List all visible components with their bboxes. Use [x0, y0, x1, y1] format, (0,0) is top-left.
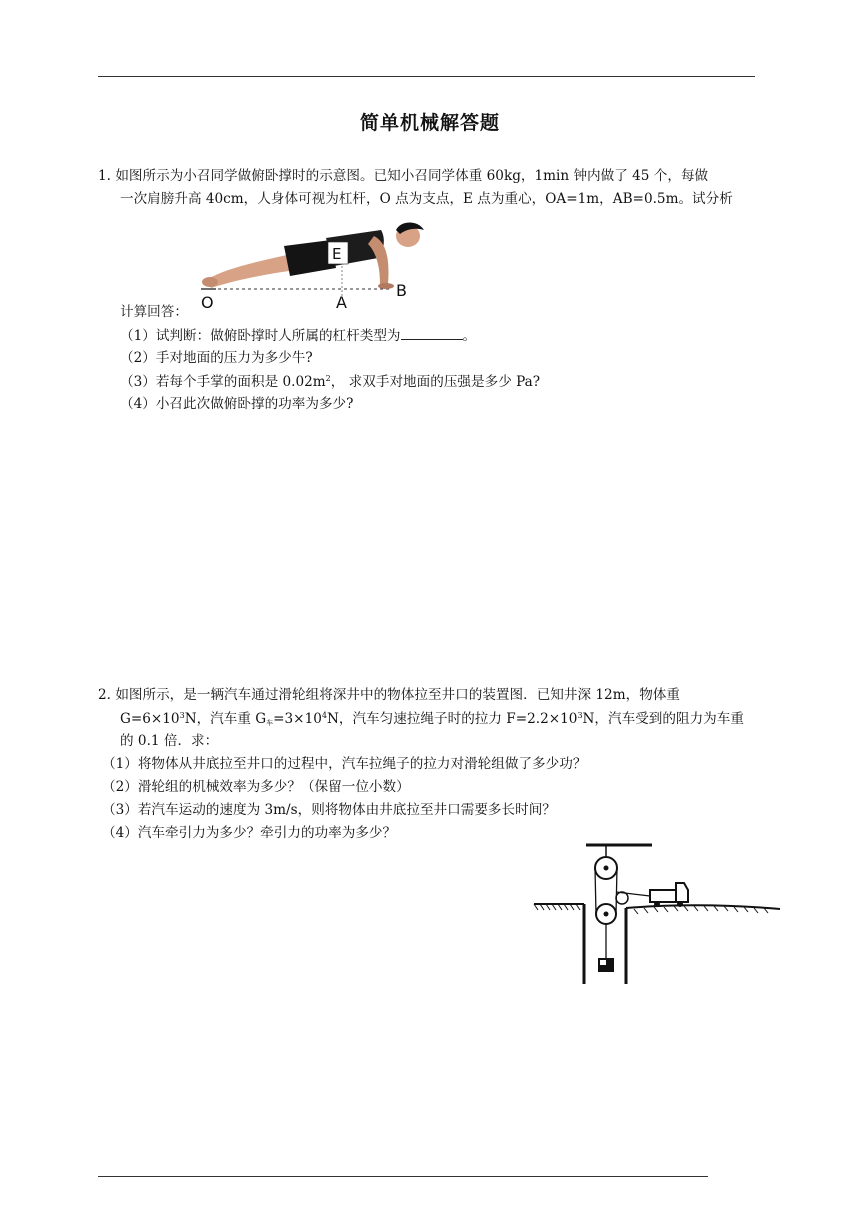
- q2-subquestion-3: （3）若汽车运动的速度为 3m/s，则将物体由井底拉至井口需要多长时间？: [102, 802, 556, 818]
- q2-line-2-d: N，汽车匀速拉绳子时的拉力 F=2.2×10: [326, 711, 578, 727]
- page-title: 简单机械解答题: [359, 112, 500, 134]
- q1-subquestion-1: [120, 329, 476, 344]
- figure-label-a: A: [336, 293, 347, 312]
- q1-number: 1.: [98, 168, 111, 184]
- q2-line-2-a: G=6×10: [120, 711, 180, 727]
- q2-subquestion-2: （2）滑轮组的机械效率为多少？（保留一位小数）: [102, 779, 410, 795]
- q1-sub3-end: ， 求双手对地面的压强是多少 Pa?: [330, 374, 541, 390]
- q1-line-1: 如图所示为小召同学做俯卧撑时的示意图。已知小召同学体重 60kg，1min 钟内做了 45 个，每做: [115, 168, 709, 184]
- header-rule: [98, 76, 755, 77]
- q1-subquestion-2: （2）手对地面的压力为多少牛?: [120, 350, 313, 366]
- q1-subquestion-4: （4）小召此次做俯卧撑的功率为多少?: [120, 396, 354, 412]
- q2-line-3: 的 0.1 倍．求：: [120, 733, 219, 749]
- q1-sub3-text: （3）若每个手掌的面积是 0.02m: [120, 374, 326, 390]
- footer-rule: [98, 1176, 708, 1177]
- figure-label-b: B: [396, 281, 407, 300]
- q1-sub3-sup: 2: [325, 374, 331, 383]
- q1-sub1-text: （1）试判断：做俯卧撑时人所属的杠杆类型为: [120, 328, 401, 344]
- q2-subquestion-4: （4）汽车牵引力为多少？牵引力的功率为多少？: [102, 825, 397, 841]
- q1-line-2: 一次肩膀升高 40cm，人身体可视为杠杆，O 点为支点，E 点为重心，OA=1m，AB=0.5m。试分析: [120, 191, 733, 207]
- q2-text-line-2: [120, 712, 744, 727]
- q2-text-line-1: [98, 689, 680, 703]
- q2-line-2-c: =3×10: [273, 711, 322, 727]
- figure-label-e: E: [332, 245, 342, 263]
- answer-blank: [401, 329, 463, 340]
- pulley-well-figure: [530, 838, 786, 990]
- pushup-figure: [196, 218, 426, 318]
- q2-line-2-b: N，汽车重 G: [184, 711, 267, 727]
- q1-line-3: 计算回答：: [120, 304, 188, 320]
- q2-line-1: 如图所示，是一辆汽车通过滑轮组将深井中的物体拉至井口的装置图．已知井深 12m，物体重: [115, 687, 680, 703]
- q2-number: 2.: [98, 687, 111, 703]
- q2-line-2-e: N，汽车受到的阻力为车重: [582, 711, 744, 727]
- q2-line-2-sup2: 4: [321, 711, 327, 720]
- q2-line-2-sub: 车: [266, 719, 274, 727]
- figure-label-o: O: [201, 293, 214, 312]
- q1-text-line-1: [98, 170, 708, 184]
- q1-subquestion-3: [120, 375, 540, 390]
- q2-line-2-sup3: 3: [577, 711, 583, 720]
- q1-sub1-end: 。: [462, 328, 477, 344]
- q2-subquestion-1: （1）将物体从井底拉至井口的过程中，汽车拉绳子的拉力对滑轮组做了多少功？: [102, 756, 587, 772]
- q2-line-2-sup1: 3: [179, 711, 185, 720]
